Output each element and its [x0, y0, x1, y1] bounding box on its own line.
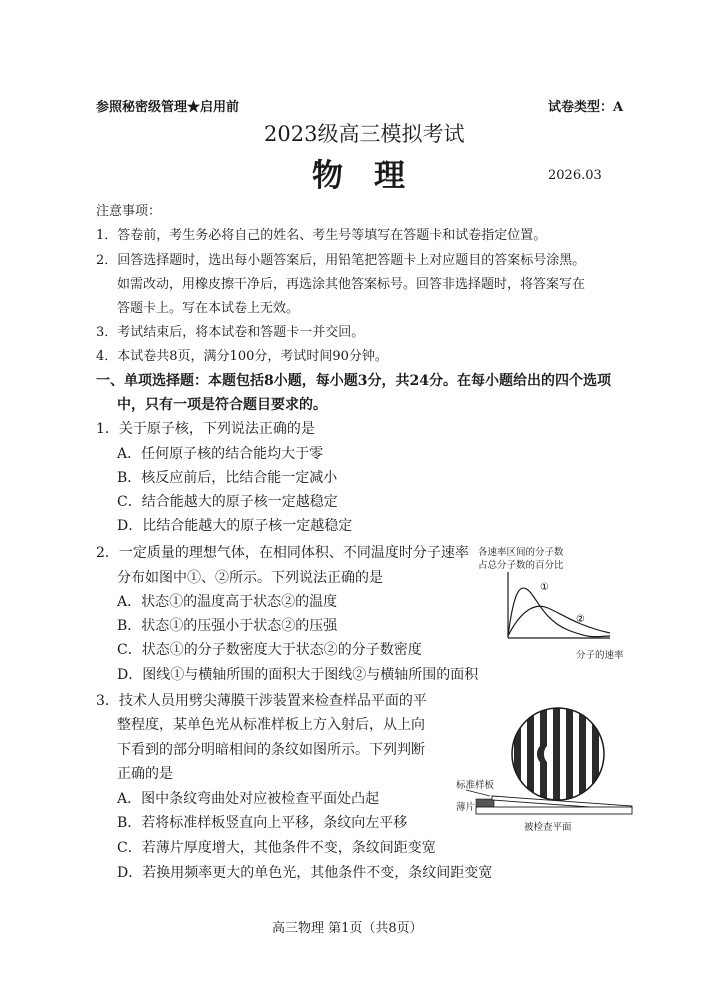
q3-stem-line4: 正确的是	[117, 766, 173, 782]
q2-stem-line1: 2．一定质量的理想气体，在相同体积、不同温度时分子速率	[96, 545, 469, 561]
q3-option-b: B．若将标准样板竖直向上平移，条纹向左平移	[117, 815, 408, 831]
q1-option-b: B．核反应前后，比结合能一定减小	[117, 470, 338, 486]
q2-option-d: D．图线①与横轴所围的面积大于图线②与横轴所围的面积	[117, 667, 479, 683]
q3-option-c: C．若薄片厚度增大，其他条件不变，条纹间距变宽	[117, 840, 436, 856]
q1-option-c: C．结合能越大的原子核一定越稳定	[117, 494, 338, 510]
standard-plate-label: 标准样板	[456, 780, 495, 791]
speed-dist-ylabel-2: 占总分子数的百分比	[478, 560, 564, 571]
tested-plane	[476, 807, 632, 814]
exam-date: 2026.03	[548, 168, 602, 183]
secrecy-label: 参照秘密级管理★启用前	[96, 100, 240, 115]
page-footer: 高三物理 第1页（共8页）	[272, 921, 423, 936]
notice-item: 2．回答选择题时，选出每小题答案后，用铅笔把答题卡上对应题目的答案标号涂黑。	[96, 253, 586, 268]
q3-stem-line2: 整程度，某单色光从标准样板上方入射后，从上向	[117, 717, 425, 733]
q2-option-c: C．状态①的分子数密度大于状态②的分子数密度	[117, 642, 422, 658]
curve-1-label: ①	[540, 582, 549, 593]
notice-item: 如需改动，用橡皮擦干净后，再选涂其他答案标号。回答非选择题时，将答案写在	[117, 277, 586, 292]
tested-plane-label: 被检查平面	[524, 822, 572, 833]
exam-title: 2023级高三模拟考试	[264, 122, 465, 146]
section-heading: 一、单项选择题：本题包括8小题，每小题3分，共24分。在每小题给出的四个选项	[96, 373, 611, 389]
q3-stem-line3: 下看到的部分明暗相间的条纹如图所示。下列判断	[117, 742, 425, 758]
speed-dist-xlabel: 分子的速率	[576, 650, 624, 661]
notice-item: 答题卡上。写在本试卷上无效。	[117, 301, 300, 316]
thin-sheet-label: 薄片	[456, 802, 476, 813]
q2-option-b: B．状态①的压强小于状态②的压强	[117, 618, 338, 634]
q3-option-d: D．若换用频率更大的单色光，其他条件不变，条纹间距变宽	[117, 865, 493, 881]
section-heading-cont: 中，只有一项是符合题目要求的。	[117, 397, 327, 413]
speed-distribution-graph	[498, 570, 614, 648]
q3-option-a: A．图中条纹弯曲处对应被检查平面处凸起	[117, 791, 380, 807]
plate-pointer	[466, 790, 490, 796]
q1-stem: 1．关于原子核，下列说法正确的是	[96, 421, 315, 437]
q2-option-a: A．状态①的温度高于状态②的温度	[117, 594, 338, 610]
q1-option-d: D．比结合能越大的原子核一定越稳定	[117, 518, 353, 534]
paper-type-label: 试卷类型：A	[548, 100, 624, 115]
q3-stem-line1: 3．技术人员用劈尖薄膜干涉装置来检查样品平面的平	[96, 693, 427, 709]
q2-stem-line2: 分布如图中①、②所示。下列说法正确的是	[117, 570, 383, 586]
subject-title: 物 理	[312, 158, 405, 194]
notice-item: 3．考试结束后，将本试卷和答题卡一并交回。	[96, 325, 365, 340]
thin-sheet	[476, 799, 494, 807]
notice-item: 4．本试卷共8页，满分100分，考试时间90分钟。	[96, 349, 388, 364]
curve-2-label: ②	[576, 614, 585, 625]
q1-option-a: A．任何原子核的结合能均大于零	[117, 446, 324, 462]
speed-dist-ylabel: 各速率区间的分子数	[478, 547, 564, 558]
notice-item: 1．答卷前，考生务必将自己的姓名、考生号等填写在答题卡和试卷指定位置。	[96, 228, 547, 243]
notice-heading: 注意事项：	[96, 204, 162, 219]
curve-2	[508, 606, 610, 636]
wedge-apparatus	[452, 786, 636, 818]
